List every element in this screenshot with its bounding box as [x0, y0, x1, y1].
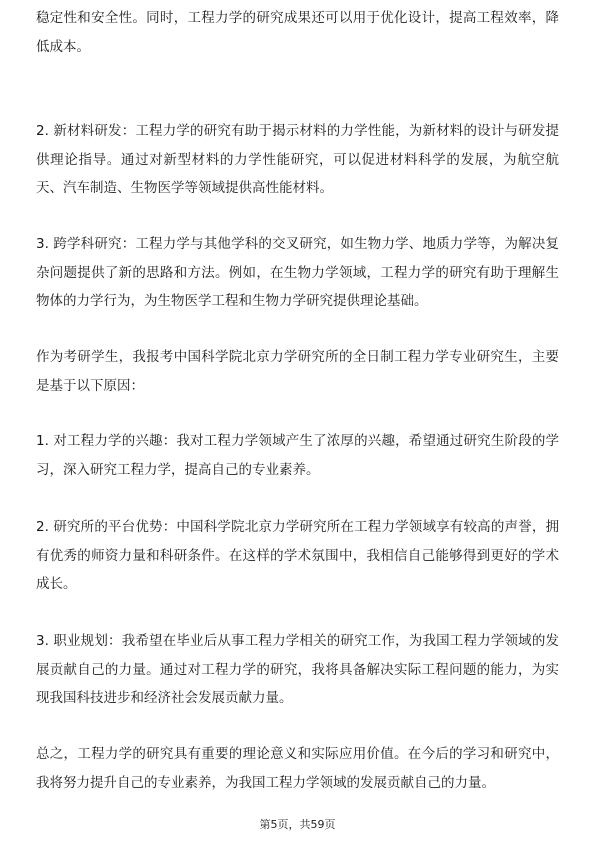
paragraph-motivation-intro: 作为考研学生，我报考中国科学院北京力学研究所的全日制工程力学专业研究生，主要是基于以下原因：: [36, 349, 559, 394]
paragraph-new-materials: 2. 新材料研发：工程力学的研究有助于揭示材料的力学性能，为新材料的设计与研发提供理论指导。通过对新型材料的力学性能研究，可以促进材料科学的发展，为航空航天、汽车制造、生物医学等领域提供高性能材料。: [36, 123, 559, 197]
paragraph-intro-continuation: 稳定性和安全性。同时，工程力学的研究成果还可以用于优化设计，提高工程效率，降低成本。: [36, 10, 559, 55]
document-page: [36, 0, 559, 842]
paragraph-interdisciplinary: 3. 跨学科研究：工程力学与其他学科的交叉研究，如生物力学、地质力学等，为解决复杂问题提供了新的思路和方法。例如，在生物力学领域，工程力学的研究有助于理解生物体的力学行为，为生物医学工程和生物力学研究提供理论基础。: [36, 236, 559, 310]
paragraph-career: 3. 职业规划：我希望在毕业后从事工程力学相关的研究工作，为我国工程力学领域的发展贡献自己的力量。通过对工程力学的研究，我将具备解决实际工程问题的能力，为实现我国科技进步和经济社会发展贡献力量。: [36, 633, 559, 707]
paragraph-platform: 2. 研究所的平台优势：中国科学院北京力学研究所在工程力学领域享有较高的声誉，拥有优秀的师资力量和科研条件。在这样的学术氛围中，我相信自己能够得到更好的学术成长。: [36, 519, 559, 593]
paragraph-interest: 1. 对工程力学的兴趣：我对工程力学领域产生了浓厚的兴趣，希望通过研究生阶段的学习，深入研究工程力学，提高自己的专业素养。: [36, 433, 559, 478]
page-number-footer: 第5页，共59页: [259, 818, 336, 831]
paragraph-conclusion: 总之，工程力学的研究具有重要的理论意义和实际应用价值。在今后的学习和研究中，我将努力提升自己的专业素养，为我国工程力学领域的发展贡献自己的力量。: [36, 746, 559, 791]
